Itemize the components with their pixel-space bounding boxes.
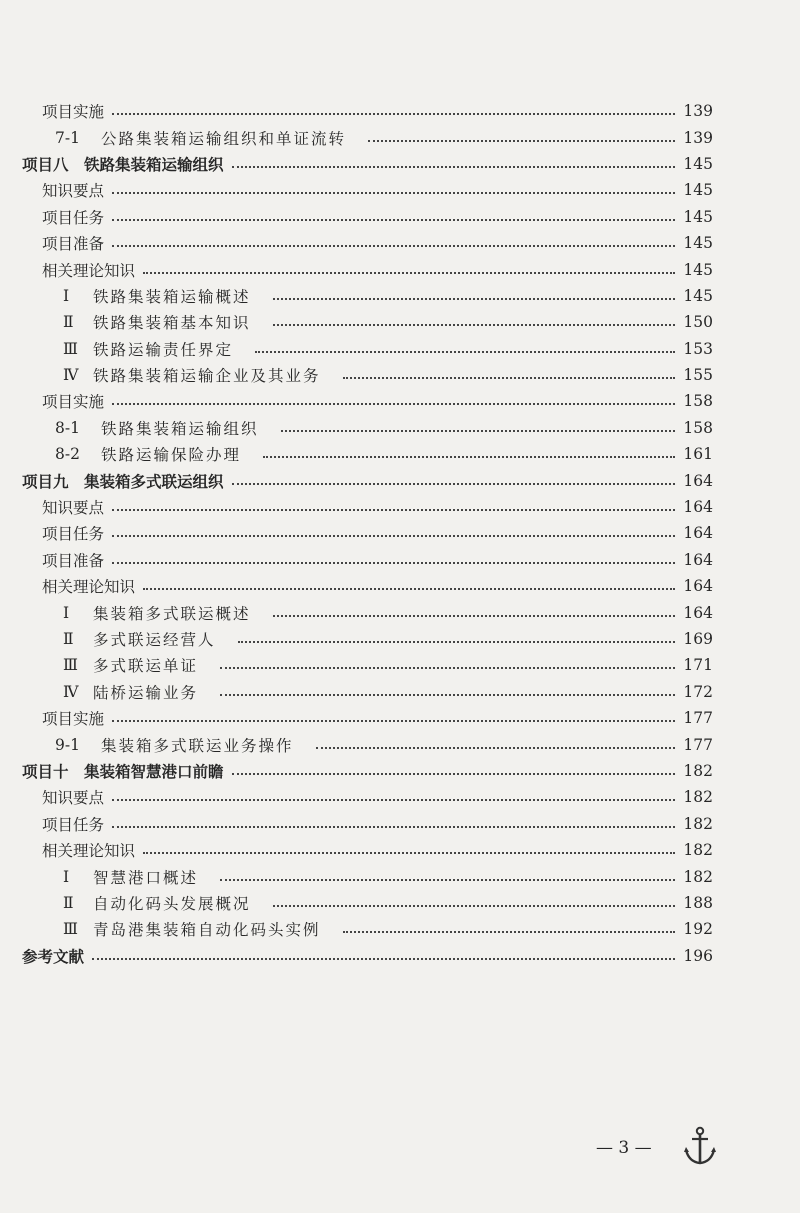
toc-entry-page: 192 (683, 920, 713, 939)
toc-entry (0, 599, 713, 625)
toc-entry (0, 230, 713, 256)
toc-entry-title: 项目实施 (42, 710, 105, 729)
dot-leader (368, 140, 675, 142)
toc-entry-number: Ⅳ (63, 682, 79, 701)
toc-entry (0, 573, 713, 599)
dot-leader (112, 245, 675, 247)
toc-entry (0, 362, 713, 388)
dot-leader (273, 298, 676, 300)
dot-leader (232, 773, 676, 775)
toc-entry-title: 知识要点 (42, 499, 105, 518)
toc-entry-page: 182 (683, 814, 713, 833)
dot-leader (112, 826, 675, 828)
toc-entry-page: 169 (683, 630, 713, 648)
dot-leader (220, 879, 675, 881)
toc-entry (0, 309, 713, 335)
toc-entry (0, 652, 713, 678)
toc-entry-page: 164 (683, 498, 713, 517)
toc-entry (0, 256, 713, 282)
toc-entry-number: Ⅲ (63, 920, 78, 939)
toc-entry-page: 164 (683, 603, 713, 622)
toc-entry-title: 公路集装箱运输组织和单证流转 (101, 129, 347, 148)
toc-entry-page: 145 (683, 286, 713, 305)
toc-entry-number: Ⅰ (63, 603, 70, 622)
toc-entry-page: 164 (683, 550, 713, 569)
toc-entry-title: 智慧港口概述 (93, 868, 199, 887)
toc-entry (0, 547, 713, 573)
toc-entry-title: 铁路集装箱运输概述 (93, 287, 251, 306)
toc-entry (0, 837, 713, 863)
toc-entry-page: 164 (683, 524, 713, 543)
dot-leader (316, 747, 676, 749)
toc-entry (0, 943, 713, 969)
toc-entry-title: 铁路集装箱运输组织 (101, 419, 259, 438)
toc-entry (0, 151, 713, 177)
toc-entry-page: 177 (683, 735, 713, 754)
dot-leader (255, 351, 675, 353)
dot-leader (238, 641, 676, 643)
toc-entry (0, 811, 713, 837)
toc-entry (0, 283, 713, 309)
toc-entry-title: 自动化码头发展概况 (93, 894, 251, 913)
toc-entry-page: 182 (683, 841, 713, 860)
toc-entry-number: 8-2 (55, 445, 80, 464)
dot-leader (220, 667, 675, 669)
toc-entry-page: 153 (683, 339, 713, 358)
dot-leader (343, 931, 676, 933)
dot-leader (273, 905, 676, 907)
toc-entry-title: 集装箱多式联运概述 (93, 604, 251, 623)
toc-entry-title: 铁路运输保险办理 (101, 446, 242, 465)
toc-entry-page: 164 (683, 471, 713, 490)
toc-entry-page: 145 (683, 260, 713, 279)
dot-leader (112, 535, 675, 537)
toc-entry-page: 161 (683, 445, 713, 464)
toc-entry-number: Ⅱ (63, 893, 74, 912)
toc-entry (0, 890, 713, 916)
dot-leader (112, 720, 675, 722)
toc-entry-number: Ⅳ (63, 366, 79, 385)
toc-entry-title: 项目实施 (42, 393, 105, 412)
dot-leader (112, 192, 675, 194)
toc-entry-page: 182 (683, 761, 713, 780)
dot-leader (92, 958, 675, 960)
toc-entry-page: 171 (683, 656, 713, 675)
toc-entry-number: Ⅱ (63, 630, 74, 648)
toc-entry-title: 项目任务 (42, 525, 105, 544)
toc-entry (0, 177, 713, 203)
toc-entry-title: 项目十 集装箱智慧港口前瞻 (22, 762, 224, 781)
dot-leader (273, 615, 676, 617)
toc-entry (0, 863, 713, 889)
toc-entry-number: 7-1 (55, 128, 80, 147)
toc-entry-title: 项目准备 (42, 235, 105, 254)
toc-entry-number: Ⅰ (63, 286, 70, 305)
toc-entry-page: 145 (683, 154, 713, 173)
toc-entry (0, 679, 713, 705)
toc-entry-title: 参考文献 (22, 947, 85, 966)
toc-entry-title: 项目实施 (42, 103, 105, 122)
toc-entry-title: 项目准备 (42, 551, 105, 570)
toc-entry-page: 164 (683, 577, 713, 596)
toc-entry-page: 196 (683, 946, 713, 965)
toc-entry-page: 182 (683, 788, 713, 807)
toc-entry (0, 441, 713, 467)
toc-entry-page: 139 (683, 128, 713, 147)
toc-entry-page: 172 (683, 682, 713, 701)
toc-entry-title: 项目八 铁路集装箱运输组织 (22, 155, 224, 174)
toc-entry (0, 124, 713, 150)
toc-entry-page: 139 (683, 102, 713, 121)
toc-entry-page: 188 (683, 893, 713, 912)
dot-leader (112, 509, 675, 511)
table-of-contents (0, 98, 713, 969)
toc-entry (0, 204, 713, 230)
toc-entry-number: Ⅲ (63, 656, 78, 675)
toc-entry-number: 9-1 (55, 735, 80, 754)
toc-entry-title: 项目任务 (42, 208, 105, 227)
toc-entry-title: 知识要点 (42, 182, 105, 201)
dot-leader (232, 166, 676, 168)
toc-entry-title: 青岛港集装箱自动化码头实例 (93, 921, 321, 940)
dot-leader (112, 562, 675, 564)
toc-entry-title: 陆桥运输业务 (93, 683, 199, 702)
toc-entry-title: 相关理论知识 (42, 578, 136, 597)
dot-leader (143, 588, 675, 590)
dot-leader (220, 694, 675, 696)
toc-entry (0, 467, 713, 493)
toc-entry-page: 155 (683, 366, 713, 385)
toc-entry-number: Ⅱ (63, 313, 74, 332)
dot-leader (143, 852, 675, 854)
toc-entry-page: 145 (683, 207, 713, 226)
toc-entry-title: 集装箱多式联运业务操作 (101, 736, 294, 755)
toc-entry (0, 494, 713, 520)
toc-entry (0, 758, 713, 784)
dot-leader (112, 219, 675, 221)
toc-entry-title: 相关理论知识 (42, 261, 136, 280)
page-number: — 3 — (596, 1138, 652, 1158)
toc-entry-title: 多式联运经营人 (93, 631, 216, 649)
toc-entry-page: 145 (683, 234, 713, 253)
toc-entry-page: 158 (683, 392, 713, 411)
dot-leader (112, 799, 675, 801)
toc-entry-title: 铁路集装箱基本知识 (93, 314, 251, 333)
dot-leader (343, 377, 676, 379)
toc-entry-page: 150 (683, 313, 713, 332)
toc-entry (0, 784, 713, 810)
toc-entry (0, 388, 713, 414)
dot-leader (263, 456, 675, 458)
toc-entry-page: 182 (683, 867, 713, 886)
toc-entry-page: 177 (683, 709, 713, 728)
toc-entry-page: 145 (683, 181, 713, 200)
toc-entry-title: 知识要点 (42, 789, 105, 808)
toc-entry (0, 705, 713, 731)
toc-entry-page: 158 (683, 418, 713, 437)
toc-entry-title: 项目九 集装箱多式联运组织 (22, 472, 224, 491)
dot-leader (143, 272, 675, 274)
toc-entry (0, 916, 713, 942)
toc-entry-number: Ⅲ (63, 339, 78, 358)
dot-leader (273, 324, 676, 326)
dot-leader (232, 483, 676, 485)
dot-leader (281, 430, 676, 432)
toc-entry (0, 626, 713, 652)
dot-leader (112, 403, 675, 405)
toc-entry (0, 731, 713, 757)
anchor-icon (683, 1126, 717, 1166)
toc-entry-title: 相关理论知识 (42, 842, 136, 861)
toc-entry (0, 336, 713, 362)
toc-entry (0, 415, 713, 441)
toc-entry-title: 多式联运单证 (93, 657, 199, 676)
toc-entry-title: 铁路运输责任界定 (93, 340, 234, 359)
toc-entry (0, 98, 713, 124)
toc-entry-number: 8-1 (55, 418, 80, 437)
toc-entry-number: Ⅰ (63, 867, 70, 886)
toc-entry-title: 项目任务 (42, 815, 105, 834)
toc-entry-title: 铁路集装箱运输企业及其业务 (93, 367, 321, 386)
toc-entry (0, 520, 713, 546)
dot-leader (112, 113, 675, 115)
